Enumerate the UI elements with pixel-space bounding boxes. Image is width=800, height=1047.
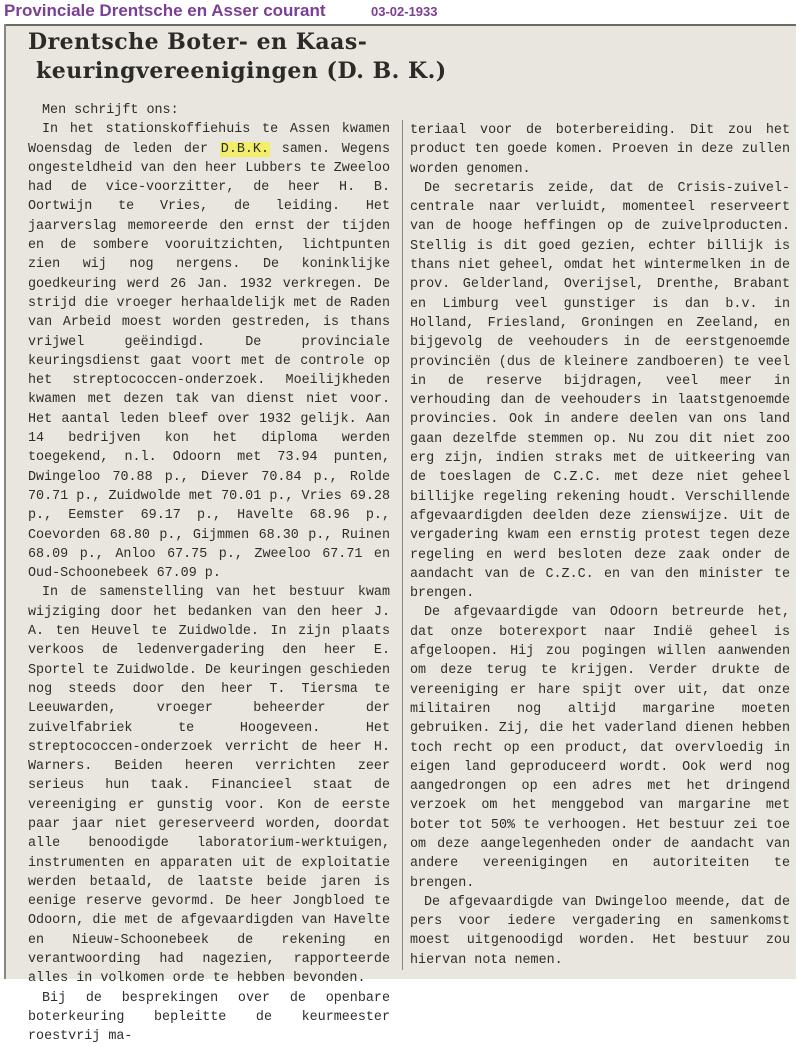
paragraph: De afgevaardigde van Dwingeloo meende, dat de pers voor iedere vergadering en samenkomst moest uitgenoodigd worden. Het bestuur zou hiervan nota nemen.: [410, 894, 790, 968]
article-headline: [28, 28, 447, 86]
left-rule: [4, 24, 6, 979]
paragraph: Bij de besprekingen over de openbare boterkeuring bepleitte de keurmeester roestvrij ma-: [28, 990, 390, 1045]
paragraph: De afgevaardigde van Odoorn betreurde het, dat onze boterexport naar Indië geheel is afgeloopen. Hij zou pogingen willen aanwenden om deze terug te krijgen. Verder drukte de vereeniging er hare spijt over uit, dat onze militairen nog altijd margarine moeten gebruiken. Zij, die het vaderland dienen hebben toch recht op een product, dat overvloedig in eigen land geproduceerd wordt. Ook werd nog aangedrongen op een adres met het dringend verzoek om het menggebod van margarine met boter tot 50% te verhoogen. Het bestuur zei toe om deze aangelegenheden onder de aandacht van andere vereenigingen en autoriteiten te brengen.: [410, 605, 790, 891]
highlighted-term: D.B.K.: [220, 141, 269, 157]
paragraph: De secretaris zeide, dat de Crisis-zuivel-centrale naar verluidt, momenteel reserveert van de hooge heffingen op de zuivelproducten. Stellig is dit goed gezien, echter billijk is thans niet geheel, omdat het wintermelken in de prov. Gelderland, Overijsel, Drenthe, Brabant en Limburg veel gunstiger is dan b.v. in Holland, Friesland, Groningen en Zeeland, en bijgevolg de veehouders in de eerstgenoemde provinciën (dus de kleinere zandboeren) te veel in de reserve bijdragen, veel meer in verhouding dan de veehouders in laatstgenoemde provincies. Ook in andere deelen van ons land gaan dezelfde stemmen op. Nu zou dit niet zoo erg zijn, indien straks met de uitkeering van de toeslagen de C.Z.C. met deze niet geheel billijke regeling rekening houdt. Verschillende afgevaardigden deelden deze zienswijze. Uit de vergadering kwam een ernstig protest tegen deze regeling en werd besloten deze zaak onder de aandacht van de C.Z.C. en van den minister te brengen.: [410, 180, 790, 602]
paragraph: teriaal voor de boterbereiding. Dit zou het product ten goede komen. Proeven in deze zullen worden genomen.: [410, 123, 790, 177]
paragraph-text: samen. Wegens ongesteldheid van den heer Lubbers te Zweeloo had de vice-voorzitter, de heer H. B. Oortwijn te Vries, de leiding. Het jaarverslag memoreerde den ernst der tijden en de sombere vooruitzichten, lichtpunten zien wij nog nergens. De koninklijke goedkeuring werd 26 Jan. 1932 verkregen. De strijd die vroeger herhaaldelijk met de Raden van Arbeid moest worden gestreden, is thans vrijwel geëindigd. De provinciale keuringsdienst gaat voort met de controle op het streptococcen-onderzoek. Moeilijkheden kwamen met dezen tak van dienst niet voor. Het aantal leden bleef over 1932 gelijk. Aan 14 bedrijven kon het diploma werden toegekend, n.l. Odoorn met 73.94 punten, Dwingeloo 70.88 p., Diever 70.84 p., Rolde 70.71 p., Zuidwolde met 70.01 p., Vries 69.28 p., Eemster 69.17 p., Havelte 68.96 p., Coevorden 68.80 p., Gijmmen 68.30 p., Ruinen 68.09 p., Anloo 67.75 p., Zweeloo 67.71 en Oud-Schoonebeek 67.09 p.: [28, 141, 390, 582]
clipping-header: [0, 0, 800, 24]
article-column-left: [28, 101, 390, 1047]
headline-line-2: keuringvereenigingen (D. B. K.): [36, 58, 447, 84]
paragraph: Men schrijft ons:: [42, 103, 179, 118]
paragraph-text: In het stationskoffiehuis te Assen kwamen Woensdag de leden der: [28, 122, 390, 157]
article-column-right: [410, 121, 790, 970]
headline-line-1: Drentsche Boter- en Kaas-: [28, 29, 368, 55]
paragraph: [28, 120, 390, 583]
newspaper-scan: [4, 24, 796, 1045]
column-divider: [402, 120, 403, 970]
paragraph: In de samenstelling van het bestuur kwam wijziging door het bedanken van den heer J. A. ten Heuvel te Zuidwolde. In zijn plaats verkoos de ledenvergadering den heer E. Sportel te Zuidwolde. De keuringen geschieden nog steeds door den heer T. Tiersma te Leeuwarden, vroeger beheerder der zuivelfabriek te Hoogeveen. Het streptococcen-onderzoek verricht de heer H. Warners. Beiden heeren verrichten zeer serieus hun taak. Financieel staat de vereeniging er gunstig voor. Kon de eerste paar jaar niet gereserveerd worden, doordat alle benoodigde laboratorium-werktuigen, instrumenten en apparaten uit de exploitatie werden betaald, de laatste beide jaren is eenige reserve gevormd. De heer Jongbloed te Odoorn, die met de afgevaardigden van Havelte en Nieuw-Schoonebeek de rekening en verantwoording had nagezien, rapporteerde alles in volkomen orde te hebben bevonden.: [28, 585, 390, 987]
newspaper-name: Provinciale Drentsche en Asser courant: [4, 1, 326, 20]
publication-date: 03-02-1933: [371, 4, 438, 19]
top-rule: [4, 24, 796, 26]
